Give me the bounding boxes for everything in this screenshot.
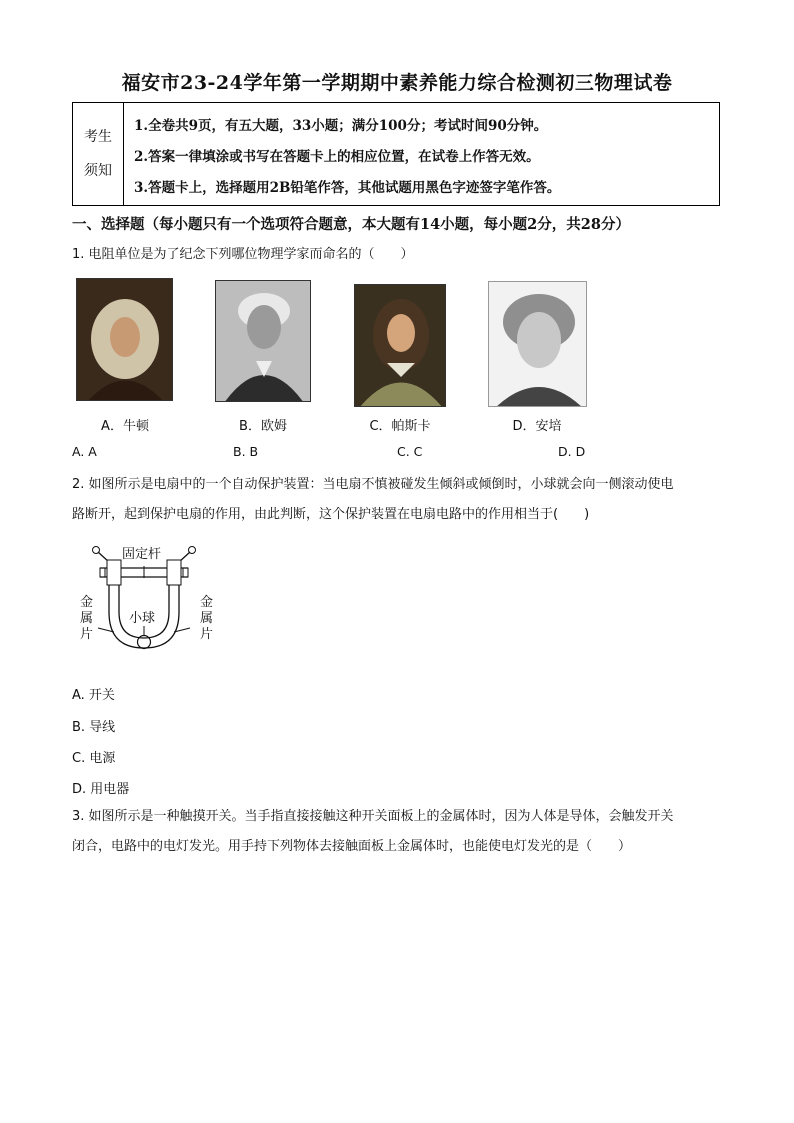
label-left-metal-3: 片 (80, 627, 94, 642)
portrait-pascal (354, 284, 446, 407)
notice-label-bottom: 须知 (84, 163, 112, 179)
notice-body (124, 103, 719, 205)
portrait-ampere (488, 281, 587, 407)
portrait-ohm (215, 280, 311, 402)
notice-line: 2.答案一律填涂或书写在答题卡上的相应位置，在试卷上作答无效。 (134, 149, 540, 165)
q2-option-c[interactable]: C. 电源 (72, 751, 116, 766)
portrait-newton (76, 278, 173, 401)
label-right-metal-1: 金 (200, 595, 214, 610)
question-1-stem: 1. 电阻单位是为了纪念下列哪位物理学家而命名的（ ） (72, 247, 414, 262)
protection-device-diagram (76, 540, 216, 666)
q2-option-b[interactable]: B. 导线 (72, 720, 116, 735)
q2-option-d[interactable]: D. 用电器 (72, 782, 130, 797)
notice-label-top: 考生 (84, 129, 112, 145)
label-left-metal-1: 金 (80, 595, 94, 610)
label-fixed-rod: 固定杆 (122, 547, 162, 562)
answer-option-a[interactable]: A. A (72, 444, 97, 459)
answer-option-d[interactable]: D. D (558, 444, 586, 459)
notice-label (73, 103, 124, 205)
label-right-metal-2: 属 (200, 611, 214, 626)
question-3-stem-line2: 闭合，电路中的电灯发光。用手持下列物体去接触面板上金属体时，也能使电灯发光的是（ ） (72, 839, 632, 854)
caption-d: D．安培 (512, 419, 562, 434)
question-3-stem-line1: 3. 如图所示是一种触摸开关。当手指直接接触这种开关面板上的金属体时，因为人体是导体，会触发开关 (72, 809, 674, 824)
caption-a: A．牛顿 (101, 419, 149, 434)
answer-option-c[interactable]: C. C (397, 444, 423, 459)
question-2-stem-line2: 路断开，起到保护电扇的作用，由此判断，这个保护装置在电扇电路中的作用相当于( ) (72, 507, 590, 522)
section-heading-choice: 一、选择题（每小题只有一个选项符合题意，本大题有14小题，每小题2分，共28分） (72, 216, 630, 233)
q2-option-a[interactable]: A. 开关 (72, 688, 115, 703)
caption-c: C．帕斯卡 (369, 419, 431, 434)
question-2-stem-line1: 2. 如图所示是电扇中的一个自动保护装置：当电扇不慎被碰发生倾斜或倾倒时，小球就会向一侧滚动使电 (72, 477, 674, 492)
page-title: 福安市23-24学年第一学期期中素养能力综合检测初三物理试卷 (121, 72, 673, 94)
label-right-metal-3: 片 (200, 627, 214, 642)
caption-b: B．欧姆 (239, 419, 287, 434)
notice-line: 3.答题卡上，选择题用2B铅笔作答，其他试题用黑色字迹签字笔作答。 (134, 180, 561, 196)
label-left-metal-2: 属 (80, 611, 94, 626)
exam-notice-box (72, 102, 720, 206)
answer-option-b[interactable]: B. B (233, 444, 259, 459)
notice-line: 1.全卷共9页，有五大题，33小题；满分100分；考试时间90分钟。 (134, 118, 548, 134)
label-ball: 小球 (129, 611, 156, 626)
